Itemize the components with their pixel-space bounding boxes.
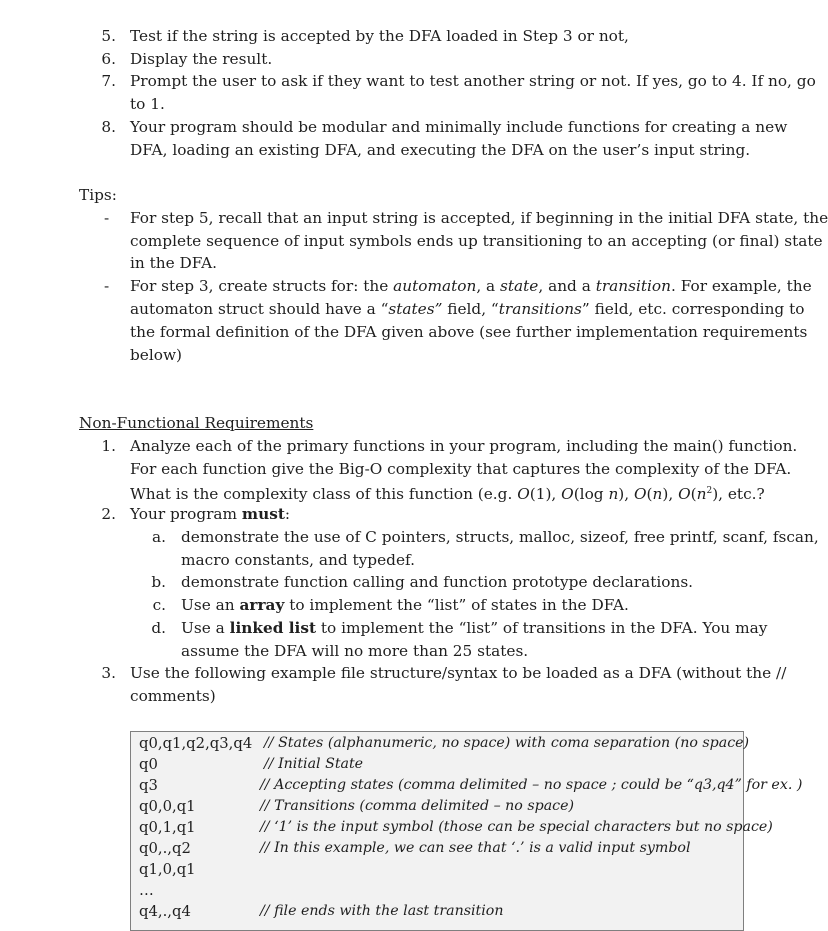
sub-label: d. xyxy=(151,619,166,637)
tip-text xyxy=(130,275,812,298)
code-comment: // States (alphanumeric, no space) with coma separation (no space) xyxy=(264,735,750,751)
code-value: q0,1,q1 xyxy=(139,819,196,836)
text-run-italic: O xyxy=(517,485,530,504)
code-comment: // Accepting states (comma delimited – no space ; could be “q3,q4” for ex. ) xyxy=(260,777,803,793)
text-run: (log xyxy=(573,485,609,504)
step-text: Display the result. xyxy=(130,50,273,68)
text-run: (1), xyxy=(529,485,562,504)
sub-text: demonstrate function calling and function prototype declarations. xyxy=(181,573,694,591)
text-run: ( xyxy=(690,485,697,504)
item-text: For each function give the Big-O complexity that captures the complexity of the DFA. xyxy=(130,460,792,478)
tips-heading-text: Tips: xyxy=(79,186,117,204)
bullet-dash: - xyxy=(104,277,110,295)
sub-text: macro constants, and typedef. xyxy=(181,551,415,569)
text-run: : xyxy=(284,505,291,523)
text-run: ), xyxy=(662,485,679,504)
text-run-italic: transition xyxy=(595,277,671,295)
item-number: 2. xyxy=(101,505,116,523)
code-value: q0 xyxy=(139,756,158,773)
text-run-italic: transitions xyxy=(498,300,582,318)
item-text: Use the following example file structure/syntax to be loaded as a DFA (without the // xyxy=(130,664,787,682)
code-value: q0,.,q2 xyxy=(139,840,191,857)
step-text: Your program should be modular and minimally include functions for creating a new xyxy=(130,118,788,136)
text-run-italic: automaton xyxy=(393,277,477,295)
text-run-italic: n xyxy=(696,485,707,504)
sub-label: b. xyxy=(151,573,166,591)
item-text: comments) xyxy=(130,687,216,705)
code-value: q1,0,q1 xyxy=(139,861,196,878)
step-number: 6. xyxy=(101,50,116,68)
sub-text: assume the DFA will no more than 25 states. xyxy=(181,642,529,660)
step-text: Prompt the user to ask if they want to test another string or not. If yes, go to 4. If no, go xyxy=(130,72,816,90)
code-value: q3 xyxy=(139,777,158,794)
text-run-italic: states” xyxy=(388,300,443,318)
tip-text: below) xyxy=(130,346,183,364)
item-text xyxy=(130,503,290,526)
item-number: 3. xyxy=(101,664,116,682)
step-text: DFA, loading an existing DFA, and executing the DFA on the user’s input string. xyxy=(130,141,751,159)
tip-text: the formal definition of the DFA given above (see further implementation requirements xyxy=(130,323,808,341)
text-run: Use an xyxy=(181,596,240,614)
text-run: Use a xyxy=(181,619,230,637)
sub-label: c. xyxy=(152,596,166,614)
step-number: 5. xyxy=(101,27,116,45)
text-run: to implement the “list” of states in the DFA. xyxy=(284,596,629,614)
text-run-italic: O xyxy=(678,485,691,504)
step-text: to 1. xyxy=(130,95,165,113)
code-comment: // In this example, we can see that ‘.’ is a valid input symbol xyxy=(260,840,691,856)
code-value: … xyxy=(139,882,154,899)
text-run-bold: array xyxy=(239,596,285,614)
code-value: q0,0,q1 xyxy=(139,798,196,815)
text-run: ), etc.? xyxy=(712,485,765,504)
text-run-italic: n xyxy=(608,485,619,504)
text-run-italic: O xyxy=(634,485,647,504)
text-run-italic: O xyxy=(561,485,574,504)
text-run: , a xyxy=(476,277,501,295)
code-value: q0,q1,q2,q3,q4 xyxy=(139,735,253,752)
bullet-dash: - xyxy=(104,209,110,227)
step-number: 7. xyxy=(101,72,116,90)
step-text: Test if the string is accepted by the DFA loaded in Step 3 or not, xyxy=(130,27,629,45)
code-value: q4,.,q4 xyxy=(139,903,191,920)
text-run: ” field, etc. corresponding to xyxy=(581,300,805,318)
text-run: , and a xyxy=(538,277,596,295)
superscript: 2 xyxy=(706,486,713,496)
section-heading: Non-Functional Requirements xyxy=(79,414,314,432)
text-run: What is the complexity class of this function (e.g. xyxy=(130,485,518,504)
code-comment: // file ends with the last transition xyxy=(260,903,504,919)
sub-label: a. xyxy=(152,528,166,546)
tip-text: For step 5, recall that an input string is accepted, if beginning in the initial DFA state, the xyxy=(130,209,828,227)
sub-text: demonstrate the use of C pointers, structs, malloc, sizeof, free printf, scanf, fscan, xyxy=(181,528,819,546)
text-run-italic: n xyxy=(652,485,663,504)
step-number: 8. xyxy=(101,118,116,136)
text-run: ( xyxy=(646,485,653,504)
code-comment: // Initial State xyxy=(264,756,364,772)
text-run-bold: must xyxy=(241,505,285,523)
sub-text xyxy=(181,617,767,640)
text-run: to implement the “list” of transitions in the DFA. You may xyxy=(316,619,768,637)
text-run: Your program xyxy=(130,505,242,523)
text-run: . For example, the xyxy=(670,277,812,295)
tip-text xyxy=(130,298,804,321)
sub-text xyxy=(181,594,629,617)
item-text xyxy=(130,480,765,506)
text-run: field, “ xyxy=(442,300,499,318)
dfa-file-example xyxy=(130,731,803,931)
code-comment: // ‘1’ is the input symbol (those can be special characters but no space) xyxy=(260,819,773,835)
text-run: For step 3, create structs for: the xyxy=(130,277,394,295)
code-comment: // Transitions (comma delimited – no space) xyxy=(260,798,575,814)
item-text: Analyze each of the primary functions in your program, including the main() function. xyxy=(130,437,798,455)
tip-text: complete sequence of input symbols ends up transitioning to an accepting (or final) state xyxy=(130,232,823,250)
text-run: ), xyxy=(618,485,634,504)
text-run-bold: linked list xyxy=(229,619,317,637)
text-run-italic: state xyxy=(500,277,539,295)
tip-text: in the DFA. xyxy=(130,254,217,272)
item-number: 1. xyxy=(101,437,116,455)
text-run: automaton struct should have a “ xyxy=(130,300,389,318)
